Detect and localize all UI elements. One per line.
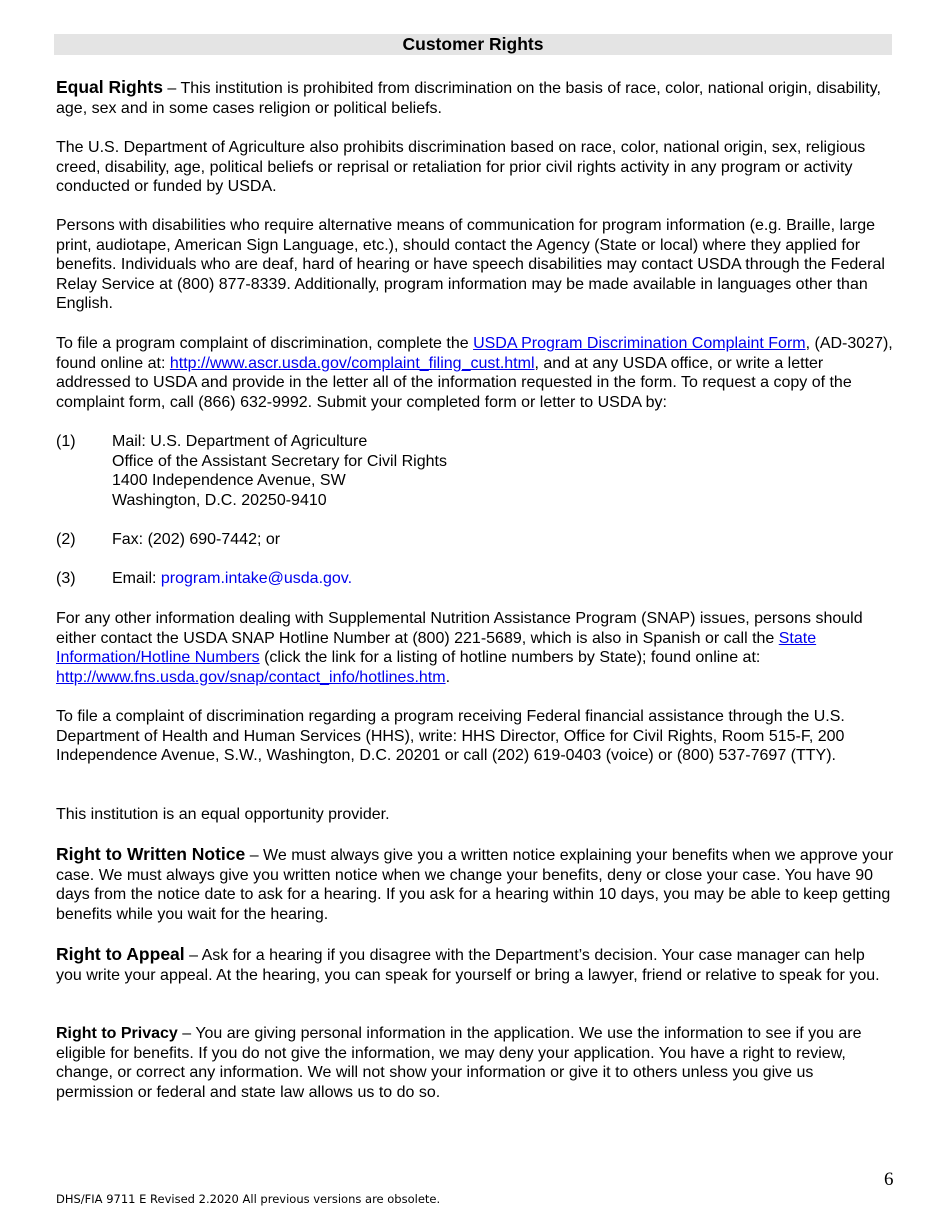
written-notice-heading: Right to Written Notice — [56, 844, 246, 864]
form-footer: DHS/FIA 9711 E Revised 2.2020 All previous versions are obsolete. — [56, 1192, 441, 1206]
address-line: Mail: U.S. Department of Agriculture — [112, 433, 368, 450]
section-title: Customer Rights — [54, 34, 892, 55]
snap-text-post: . — [445, 668, 451, 686]
equal-rights-text: – This institution is prohibited from discrimination on the basis of race, color, national origin, disability, age, sex and in some cases religion or political beliefs. — [56, 80, 881, 117]
equal-rights-heading: Equal Rights — [56, 77, 163, 97]
snap-text-pre: For any other information dealing with Supplemental Nutrition Assistance Program (SNAP) issues, persons should either contact the USDA SNAP Hotline Number at (800) 221-5689, which is also in Spanish or call the — [56, 610, 863, 647]
complaint-url-link[interactable]: http://www.ascr.usda.gov/complaint_filing_cust.html — [169, 354, 535, 372]
state-hotline-link[interactable]: State Information/Hotline Numbers — [56, 629, 817, 667]
complaint-text-post: , and at any USDA office, or write a letter addressed to USDA and provide in the letter all of the information requested in the form. To request a copy of the complaint form, call (866) 632-9992. Submit your completed form or letter to USDA by: — [56, 354, 852, 411]
email-address[interactable]: program.intake@usda.gov. — [160, 570, 353, 587]
appeal-text: – Ask for a hearing if you disagree with the Department’s decision. Your case manager can help you write your appeal. At the hearing, you can speak for yourself or bring a lawyer, friend or relative to speak for you. — [56, 947, 880, 984]
list-number: (1) — [56, 433, 76, 450]
email-label: Email: — [112, 570, 161, 587]
usda-paragraph: The U.S. Department of Agriculture also prohibits discrimination based on race, color, national origin, sex, religious creed, disability, age, political beliefs or reprisal or retaliation for prior civil rights activity in any program or activity conducted or funded by USDA. — [56, 139, 866, 196]
complaint-form-link[interactable]: USDA Program Discrimination Complaint Form — [473, 335, 806, 352]
email-line — [112, 569, 352, 589]
written-notice-text: – We must always give you a written notice explaining your benefits when we approve your case. We must always give you written notice when we change your benefits, deny or close your case. You have 90 days from the notice date to ask for a hearing. If you ask for a hearing within 10 days, you may be able to keep getting benefits while you wait for the hearing. — [56, 847, 894, 923]
written-notice-paragraph — [56, 845, 894, 924]
privacy-heading: Right to Privacy — [56, 1025, 178, 1042]
complaint-text-mid: , (AD-3027), found online at: — [56, 335, 893, 372]
disabilities-paragraph: Persons with disabilities who require alternative means of communication for program information (e.g. Braille, large print, audiotape, American Sign Language, etc.), should contact the Agency (State or local) where they applied for benefits. Individuals who are deaf, hard of hearing or have speech disabilities may contact USDA through the Federal Relay Service at (800) 877-8339. Additionally, program information may be made available in languages other than English. — [56, 217, 885, 313]
address-line: Washington, D.C. 20250-9410 — [112, 491, 327, 509]
list-number: (2) — [56, 531, 76, 548]
snap-hotlines-url-link[interactable]: http://www.fns.usda.gov/snap/contact_info/hotlines.htm — [56, 668, 446, 686]
list-number: (3) — [56, 570, 76, 587]
page-number: 6 — [884, 1169, 894, 1190]
appeal-paragraph — [56, 945, 894, 985]
complaint-text-pre: To file a program complaint of discrimination, complete the — [56, 335, 474, 352]
equal-rights-paragraph — [56, 78, 894, 118]
address-line: Office of the Assistant Secretary for Civil Rights — [112, 452, 447, 470]
hhs-paragraph: To file a complaint of discrimination regarding a program receiving Federal financial assistance through the U.S. Department of Health and Human Services (HHS), write: HHS Director, Office for Civil Rights, Room 515-F, 200 Independence Avenue, S.W., Washington, D.C. 20201 or call (202) 619-0403 (voice) or (800) 537-7697 (TTY). — [56, 708, 845, 765]
address-line: 1400 Independence Avenue, SW — [112, 472, 346, 490]
snap-text-mid: (click the link for a listing of hotline numbers by State); found online at: — [259, 649, 761, 667]
mail-address — [112, 432, 447, 510]
complaint-paragraph — [56, 334, 894, 412]
fax-text: Fax: (202) 690-7442; or — [112, 531, 281, 548]
snap-paragraph — [56, 609, 894, 687]
privacy-text: – You are giving personal information in the application. We use the information to see if you are eligible for benefits. If you do not give the information, we may deny your application. You have a right to review, change, or correct any information. We will not show your information or give it to others unless you give us permission or federal and state law allows us to do so. — [56, 1025, 862, 1101]
appeal-heading: Right to Appeal — [56, 944, 185, 964]
privacy-paragraph — [56, 1024, 894, 1102]
equal-opportunity-statement: This institution is an equal opportunity provider. — [56, 806, 390, 823]
